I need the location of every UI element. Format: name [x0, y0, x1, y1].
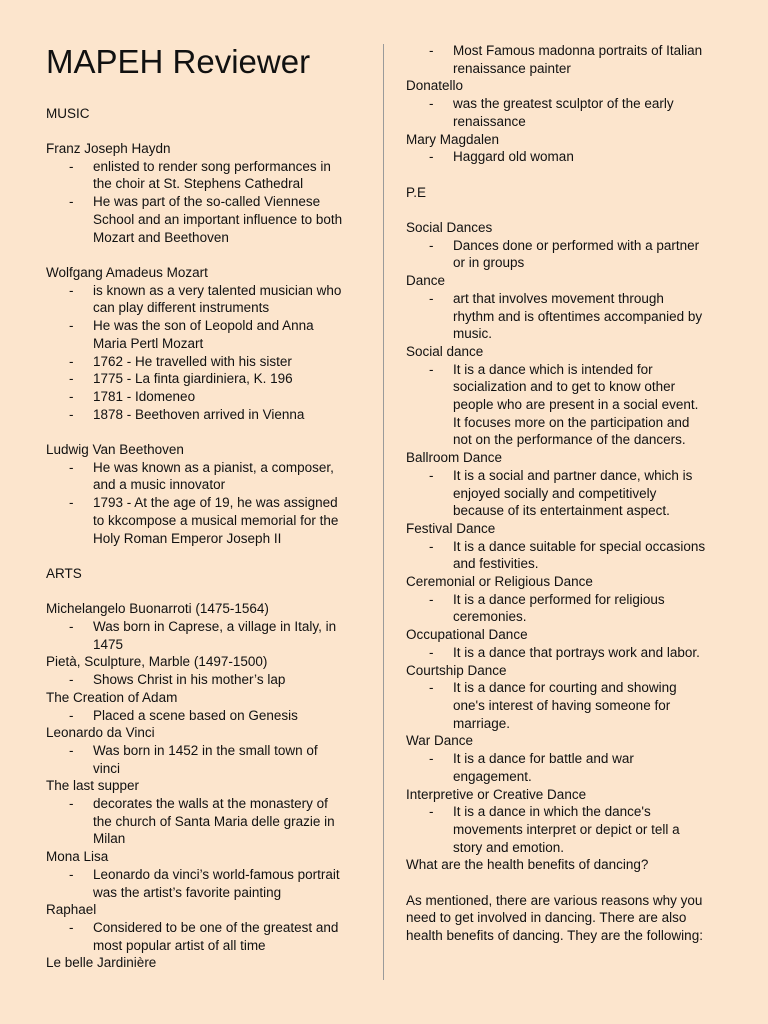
text-line-wolfgang-amadeus-mozart: Wolfgang Amadeus Mozart	[46, 264, 208, 280]
bullet-item	[46, 370, 366, 388]
bullet-item	[406, 290, 726, 343]
bullet-text-line: 1793 - At the age of 19, he was assigned	[93, 495, 338, 511]
dash-bullet-icon: -	[429, 96, 434, 112]
bullet-text-line: enjoyed socially and competitively	[453, 485, 657, 501]
dash-bullet-icon: -	[429, 538, 434, 554]
bullet-item	[406, 148, 726, 166]
bullet-item	[406, 361, 726, 450]
bullet-item	[46, 707, 366, 725]
text-line-ceremonial-or-religious-dance: Ceremonial or Religious Dance	[406, 574, 593, 590]
bullet-text-line: Leonardo da vinci’s world-famous portrait	[93, 866, 340, 882]
bullet-text-line: 1775 - La finta giardiniera, K. 196	[93, 371, 293, 387]
dash-bullet-icon: -	[429, 43, 434, 58]
bullet-item	[406, 644, 726, 662]
text-line-social-dances: Social Dances	[406, 220, 493, 235]
text-line-music: MUSIC	[46, 105, 90, 121]
bullet-text-line: Mozart and Beethoven	[93, 229, 229, 245]
bullet-text-line: engagement.	[453, 768, 532, 784]
bullet-item	[46, 459, 366, 494]
bullet-item	[46, 388, 366, 406]
bullet-item	[46, 158, 366, 193]
bullet-text-line: Haggard old woman	[453, 149, 574, 165]
bullet-item	[46, 671, 366, 689]
bullet-text-line: rhythm and is oftentimes accompanied by	[453, 308, 703, 324]
bullet-item	[406, 42, 726, 77]
bullet-text-line: most popular artist of all time	[93, 937, 266, 953]
bullet-text-line: art that involves movement through	[453, 290, 664, 306]
dash-bullet-icon: -	[69, 318, 74, 334]
text-line-franz-joseph-haydn: Franz Joseph Haydn	[46, 141, 171, 157]
blank-line	[46, 122, 366, 140]
bullet-text-line: Holy Roman Emperor Joseph II	[93, 530, 282, 546]
dash-bullet-icon: -	[69, 459, 74, 475]
bullet-text-line: because of its entertainment aspect.	[453, 503, 670, 519]
bullet-text-line: ceremonies.	[453, 609, 527, 625]
text-line-occupational-dance: Occupational Dance	[406, 627, 528, 643]
bullet-text-line: was the artist’s favorite painting	[93, 884, 282, 900]
bullet-text-line: is known as a very talented musician who	[93, 282, 342, 298]
bullet-text-line: 1878 - Beethoven arrived in Vienna	[93, 406, 305, 422]
bullet-item	[406, 803, 726, 856]
bullet-item	[46, 866, 366, 901]
dash-bullet-icon: -	[69, 282, 74, 298]
dash-bullet-icon: -	[429, 361, 434, 377]
dash-bullet-icon: -	[69, 158, 74, 174]
text-line-health-benefits-of-dancing-they-are-the-: health benefits of dancing. They are the following:	[406, 928, 703, 944]
text-line-as-mentioned-there-are-various-reasons-w: As mentioned, there are various reasons why you	[406, 892, 703, 908]
bullet-text-line: the choir at St. Stephens Cathedral	[93, 176, 304, 192]
bullet-text-line: Dances done or performed with a partner	[453, 237, 700, 253]
bullet-text-line: Shows Christ in his mother’s lap	[93, 672, 286, 688]
dash-bullet-icon: -	[429, 591, 434, 607]
left-column	[46, 87, 366, 972]
bullet-text-line: He was the son of Leopold and Anna	[93, 318, 314, 334]
text-line-ballroom-dance: Ballroom Dance	[406, 450, 503, 466]
bullet-text-line: and festivities.	[453, 556, 539, 572]
text-line-festival-dance: Festival Dance	[406, 520, 496, 536]
bullet-text-line: It is a dance in which the dance's	[453, 804, 651, 820]
bullet-text-line: movements interpret or depict or tell a	[453, 821, 680, 837]
bullet-text-line: It is a dance that portrays work and labor.	[453, 644, 700, 660]
dash-bullet-icon: -	[69, 353, 74, 369]
blank-line	[46, 246, 366, 264]
text-line-courtship-dance: Courtship Dance	[406, 662, 507, 678]
dash-bullet-icon: -	[69, 194, 74, 210]
dash-bullet-icon: -	[69, 619, 74, 634]
dash-bullet-icon: -	[429, 290, 434, 306]
bullet-item	[46, 919, 366, 954]
bullet-text-line: 1762 - He travelled with his sister	[93, 353, 292, 369]
text-line-dance: Dance	[406, 273, 446, 289]
bullet-item	[406, 467, 726, 520]
blank-line	[406, 201, 726, 219]
bullet-item	[406, 538, 726, 573]
text-line-michelangelo-buonarroti-1475-1564: Michelangelo Buonarroti (1475-1564)	[46, 601, 269, 617]
dash-bullet-icon: -	[69, 707, 74, 723]
bullet-text-line: the church of Santa Maria delle grazie in	[93, 813, 335, 829]
bullet-text-line: Maria Pertl Mozart	[93, 335, 204, 351]
bullet-text-line: Most Famous madonna portraits of Italian	[453, 43, 703, 58]
bullet-text-line: Was born in 1452 in the small town of	[93, 742, 318, 758]
dash-bullet-icon: -	[429, 149, 434, 165]
dash-bullet-icon: -	[69, 742, 74, 758]
bullet-item	[46, 795, 366, 848]
bullet-text-line: 1781 - Idomeneo	[93, 388, 196, 404]
text-line-leonardo-da-vinci: Leonardo da Vinci	[46, 725, 155, 741]
bullet-text-line: to kkcompose a musical memorial for the	[93, 512, 339, 528]
bullet-text-line: vinci	[93, 760, 121, 776]
text-line-donatello: Donatello	[406, 78, 464, 94]
bullet-text-line: Placed a scene based on Genesis	[93, 707, 298, 723]
dash-bullet-icon: -	[69, 866, 74, 882]
text-line-social-dance: Social dance	[406, 343, 484, 359]
bullet-text-line: music.	[453, 326, 493, 342]
bullet-text-line: 1475	[93, 636, 124, 652]
text-line-arts: ARTS	[46, 565, 82, 581]
bullet-item	[46, 742, 366, 777]
dash-bullet-icon: -	[69, 919, 74, 935]
bullet-text-line: It is a dance for battle and war	[453, 751, 634, 767]
dash-bullet-icon: -	[69, 388, 74, 404]
bullet-item	[46, 406, 366, 424]
text-line-what-are-the-health-benefits-of-dancing: What are the health benefits of dancing?	[406, 857, 649, 873]
text-line-raphael: Raphael	[46, 902, 97, 918]
bullet-text-line: story and emotion.	[453, 839, 565, 855]
bullet-text-line: Milan	[93, 831, 126, 847]
dash-bullet-icon: -	[69, 495, 74, 511]
bullet-item	[406, 750, 726, 785]
bullet-text-line: not on the performance of the dancers.	[453, 432, 686, 448]
text-line-war-dance: War Dance	[406, 733, 474, 749]
dash-bullet-icon: -	[69, 371, 74, 387]
bullet-item	[46, 193, 366, 246]
bullet-text-line: renaissance painter	[453, 60, 571, 76]
text-line-the-creation-of-adam: The Creation of Adam	[46, 689, 178, 705]
bullet-text-line: It focuses more on the participation and	[453, 414, 690, 430]
blank-line	[406, 874, 726, 892]
text-line-p-e: P.E	[406, 184, 427, 200]
text-line-mary-magdalen: Mary Magdalen	[406, 131, 500, 147]
page-title: MAPEH Reviewer	[46, 43, 311, 80]
bullet-text-line: one's interest of having someone for	[453, 697, 671, 713]
blank-line	[46, 547, 366, 565]
bullet-text-line: It is a dance which is intended for	[453, 361, 653, 377]
blank-line	[406, 166, 726, 184]
bullet-text-line: can play different instruments	[93, 300, 270, 316]
bullet-text-line: It is a dance performed for religious	[453, 591, 665, 607]
bullet-text-line: He was part of the so-called Viennese	[93, 194, 321, 210]
bullet-text-line: socialization and to get to know other	[453, 379, 676, 395]
text-line-piet-sculpture-marble-1497-1500: Pietà, Sculpture, Marble (1497-1500)	[46, 654, 268, 670]
dash-bullet-icon: -	[429, 804, 434, 820]
bullet-text-line: renaissance	[453, 113, 526, 129]
bullet-item	[46, 494, 366, 547]
bullet-item	[46, 282, 366, 317]
bullet-text-line: decorates the walls at the monastery of	[93, 796, 328, 812]
bullet-item	[46, 317, 366, 352]
bullet-text-line: was the greatest sculptor of the early	[453, 96, 674, 112]
blank-line	[46, 583, 366, 601]
bullet-text-line: It is a dance for courting and showing	[453, 680, 677, 696]
bullet-text-line: School and an important influence to both	[93, 211, 343, 227]
bullet-item	[46, 618, 366, 653]
dash-bullet-icon: -	[69, 672, 74, 688]
dash-bullet-icon: -	[69, 406, 74, 422]
text-line-mona-lisa: Mona Lisa	[46, 849, 109, 865]
dash-bullet-icon: -	[69, 796, 74, 812]
dash-bullet-icon: -	[429, 751, 434, 767]
bullet-item	[406, 679, 726, 732]
text-line-need-to-get-involved-in-dancing-there-ar: need to get involved in dancing. There are also	[406, 910, 687, 926]
bullet-item	[406, 95, 726, 130]
bullet-text-line: marriage.	[453, 715, 511, 731]
bullet-text-line: and a music innovator	[93, 477, 226, 493]
bullet-text-line: or in groups	[453, 255, 525, 271]
bullet-text-line: Considered to be one of the greatest and	[93, 919, 339, 935]
dash-bullet-icon: -	[429, 644, 434, 660]
bullet-item	[406, 591, 726, 626]
dash-bullet-icon: -	[429, 680, 434, 696]
blank-line	[46, 423, 366, 441]
text-line-le-belle-jardini-re: Le belle Jardinière	[46, 955, 157, 971]
column-divider	[383, 44, 384, 980]
dash-bullet-icon: -	[429, 237, 434, 253]
right-column	[406, 42, 726, 945]
bullet-text-line: It is a dance suitable for special occasions	[453, 538, 706, 554]
text-line-ludwig-van-beethoven: Ludwig Van Beethoven	[46, 442, 184, 457]
bullet-text-line: enlisted to render song performances in	[93, 158, 331, 174]
bullet-item	[406, 237, 726, 272]
bullet-text-line: It is a social and partner dance, which is	[453, 467, 693, 483]
bullet-item	[46, 353, 366, 371]
bullet-text-line: Was born in Caprese, a village in Italy, in	[93, 619, 337, 634]
blank-line	[46, 87, 366, 105]
dash-bullet-icon: -	[429, 467, 434, 483]
text-line-interpretive-or-creative-dance: Interpretive or Creative Dance	[406, 786, 587, 802]
bullet-text-line: He was known as a pianist, a composer,	[93, 459, 334, 475]
bullet-text-line: people who are present in a social event.	[453, 397, 699, 413]
text-line-the-last-supper: The last supper	[46, 778, 140, 794]
